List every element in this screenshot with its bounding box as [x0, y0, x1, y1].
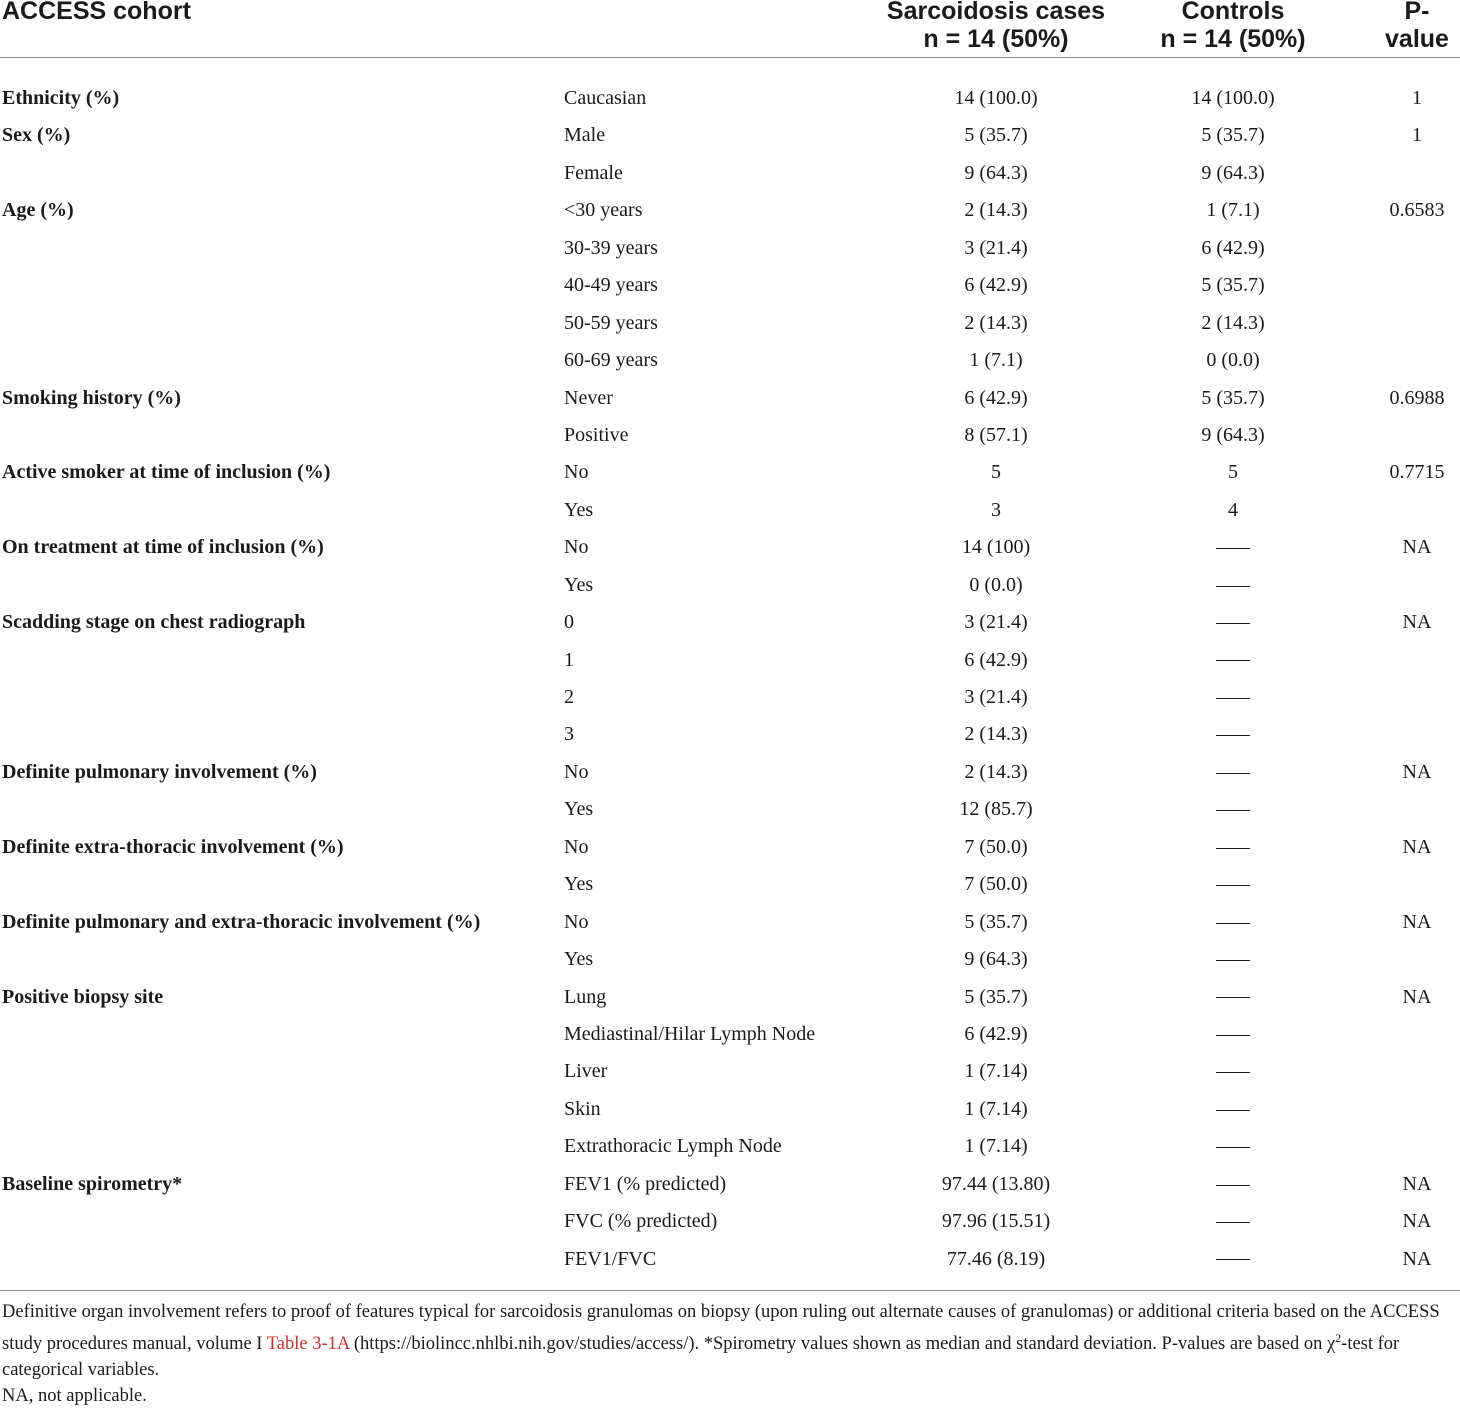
row-cases: 1 (7.14) [964, 1060, 1028, 1083]
row-controls [1083, 1166, 1383, 1203]
dash-mark [1216, 735, 1250, 736]
header-controls-title: Controls [1181, 0, 1285, 25]
row-cases: 3 (21.4) [964, 236, 1028, 259]
row-label: Baseline spirometry* [2, 1172, 183, 1195]
dash-mark [1216, 773, 1250, 774]
row-cases: 1 (7.14) [964, 1097, 1028, 1120]
row-cases: 77.46 (8.19) [946, 1247, 1046, 1270]
table-row [0, 1016, 1460, 1053]
row-pvalue: NA [1402, 611, 1432, 634]
row-controls: 5 (35.7) [1201, 124, 1265, 147]
row-pvalue: NA [1402, 985, 1432, 1008]
table-row [0, 305, 1460, 342]
row-category: No [564, 760, 589, 783]
header-rule [0, 57, 1460, 58]
row-cases: 9 (64.3) [964, 161, 1028, 184]
table-body [0, 80, 1460, 1278]
table-row [0, 642, 1460, 679]
row-pvalue: 0.7715 [1389, 461, 1445, 484]
row-cases: 6 (42.9) [964, 648, 1028, 671]
row-pvalue: NA [1402, 835, 1432, 858]
row-category: 0 [564, 611, 574, 634]
row-category: No [564, 461, 589, 484]
row-pvalue: NA [1402, 1247, 1432, 1270]
dash-mark [1216, 923, 1250, 924]
table-row [0, 904, 1460, 941]
row-cases: 5 (35.7) [964, 124, 1028, 147]
row-category: No [564, 910, 589, 933]
row-category: FVC (% predicted) [564, 1210, 718, 1233]
row-controls: 9 (64.3) [1201, 161, 1265, 184]
table-footnote [2, 1299, 1458, 1409]
row-category: Lung [564, 985, 607, 1008]
dash-mark [1216, 1222, 1250, 1223]
chi-symbol: χ [1326, 1334, 1336, 1355]
table-row [0, 716, 1460, 753]
row-controls [1083, 604, 1383, 641]
dash-mark [1216, 1259, 1250, 1260]
table-row [0, 117, 1460, 154]
row-cases: 12 (85.7) [959, 798, 1033, 821]
dash-mark [1216, 1072, 1250, 1073]
dash-mark [1216, 810, 1250, 811]
row-category: Skin [564, 1097, 601, 1120]
dash-mark [1216, 1110, 1250, 1111]
row-controls [1083, 679, 1383, 716]
row-cases: 1 (7.1) [969, 349, 1023, 372]
row-cases: 6 (42.9) [964, 274, 1028, 297]
row-cases: 2 (14.3) [964, 311, 1028, 334]
table-row [0, 754, 1460, 791]
row-category: No [564, 536, 589, 559]
row-category: Caucasian [564, 87, 647, 109]
row-cases: 6 (42.9) [964, 1022, 1028, 1045]
row-cases: 14 (100) [961, 536, 1031, 559]
row-category: Yes [564, 498, 594, 521]
row-category: Never [564, 386, 613, 409]
row-cases: 7 (50.0) [964, 835, 1028, 858]
table-row [0, 529, 1460, 566]
table-row [0, 342, 1460, 379]
row-category: Mediastinal/Hilar Lymph Node [564, 1022, 816, 1045]
footer-rule [0, 1290, 1460, 1291]
row-controls [1083, 1241, 1383, 1278]
row-category: 1 [564, 648, 574, 671]
row-controls [1083, 1203, 1383, 1240]
row-cases: 3 [991, 498, 1001, 521]
table-row [0, 192, 1460, 229]
row-label: Ethnicity (%) [2, 87, 120, 109]
row-cases: 8 (57.1) [964, 423, 1028, 446]
chi-superscript: 2 [1335, 1331, 1342, 1345]
dash-mark [1216, 1185, 1250, 1186]
row-controls: 1 (7.1) [1206, 199, 1260, 222]
row-controls [1083, 1016, 1383, 1053]
dash-mark [1216, 960, 1250, 961]
row-controls: 6 (42.9) [1201, 236, 1265, 259]
row-category: <30 years [564, 199, 643, 222]
dash-mark [1216, 1035, 1250, 1036]
dash-mark [1216, 885, 1250, 886]
table-row [0, 1053, 1460, 1090]
row-controls [1083, 642, 1383, 679]
row-label: Definite pulmonary and extra-thoracic involvement (%) [2, 910, 481, 933]
row-controls: 4 [1228, 498, 1238, 521]
row-category: No [564, 835, 589, 858]
table-row [0, 829, 1460, 866]
header-controls-n: n = 14 (50%) [1160, 25, 1306, 53]
table-row [0, 417, 1460, 454]
table-row [0, 80, 1460, 117]
row-controls [1083, 567, 1383, 604]
table-row [0, 1241, 1460, 1278]
row-controls [1083, 1128, 1383, 1165]
row-controls [1083, 754, 1383, 791]
row-controls: 5 (35.7) [1201, 274, 1265, 297]
row-controls: 5 [1228, 461, 1238, 484]
row-pvalue: NA [1402, 1210, 1432, 1233]
header-cohort: ACCESS cohort [2, 0, 191, 25]
row-category: 2 [564, 686, 574, 708]
row-label: Positive biopsy site [2, 985, 164, 1008]
row-controls [1083, 866, 1383, 903]
table-row [0, 1128, 1460, 1165]
row-cases: 1 (7.14) [964, 1135, 1028, 1158]
row-controls [1083, 979, 1383, 1016]
row-category: 50-59 years [564, 311, 658, 334]
row-pvalue: NA [1402, 1172, 1432, 1195]
row-cases: 97.44 (13.80) [941, 1172, 1051, 1195]
row-category: 3 [564, 723, 574, 746]
dash-mark [1216, 1147, 1250, 1148]
dash-mark [1216, 997, 1250, 998]
row-cases: 0 (0.0) [969, 573, 1023, 596]
row-pvalue: 1 [1412, 124, 1422, 147]
row-category: Positive [564, 423, 629, 446]
row-cases: 3 (21.4) [964, 686, 1028, 708]
table-row [0, 866, 1460, 903]
row-controls: 9 (64.3) [1201, 423, 1265, 446]
table-row [0, 1091, 1460, 1128]
row-cases: 5 [991, 461, 1001, 484]
row-category: Liver [564, 1060, 608, 1083]
row-controls [1083, 904, 1383, 941]
row-pvalue: 1 [1412, 87, 1422, 109]
row-cases: 2 (14.3) [964, 760, 1028, 783]
row-cases: 14 (100.0) [954, 87, 1038, 109]
header-controls [1083, 0, 1383, 53]
dash-mark [1216, 660, 1250, 661]
table-header [0, 0, 1460, 58]
dash-mark [1216, 848, 1250, 849]
row-controls [1083, 529, 1383, 566]
row-controls [1083, 1091, 1383, 1128]
table-row [0, 791, 1460, 828]
dash-mark [1216, 623, 1250, 624]
row-pvalue: 0.6583 [1389, 199, 1445, 222]
row-category: Male [564, 124, 606, 147]
row-label: On treatment at time of inclusion (%) [2, 536, 324, 559]
table-row [0, 155, 1460, 192]
row-controls [1083, 941, 1383, 978]
row-category: Extrathoracic Lymph Node [564, 1135, 782, 1158]
table-row [0, 1166, 1460, 1203]
row-cases: 9 (64.3) [964, 948, 1028, 971]
row-controls [1083, 716, 1383, 753]
row-category: FEV1 (% predicted) [564, 1172, 727, 1195]
row-cases: 6 (42.9) [964, 386, 1028, 409]
footnote-abbreviation: NA, not applicable. [2, 1386, 147, 1407]
header-cases-n: n = 14 (50%) [923, 25, 1069, 53]
row-label: Scadding stage on chest radiograph [2, 611, 306, 634]
table-row [0, 267, 1460, 304]
table-row [0, 604, 1460, 641]
table-row [0, 492, 1460, 529]
row-category: Female [564, 161, 623, 184]
row-category: Yes [564, 798, 594, 821]
row-pvalue: 0.6988 [1389, 386, 1445, 409]
row-pvalue: NA [1402, 536, 1432, 559]
row-cases: 5 (35.7) [964, 910, 1028, 933]
table-row [0, 454, 1460, 491]
row-cases: 2 (14.3) [964, 723, 1028, 746]
row-category: 30-39 years [564, 236, 658, 259]
row-cases: 3 (21.4) [964, 611, 1028, 634]
row-label: Definite extra-thoracic involvement (%) [2, 835, 344, 858]
row-label: Age (%) [2, 199, 74, 222]
row-label: Definite pulmonary involvement (%) [2, 760, 317, 783]
row-controls: 14 (100.0) [1191, 87, 1275, 109]
header-cases-title: Sarcoidosis cases [886, 0, 1106, 25]
header-pvalue: P-value [1385, 0, 1449, 53]
table-row [0, 679, 1460, 716]
row-controls [1083, 1053, 1383, 1090]
row-label: Active smoker at time of inclusion (%) [2, 461, 331, 484]
row-category: Yes [564, 873, 594, 896]
row-category: FEV1/FVC [564, 1247, 657, 1270]
footnote-main: Definitive organ involvement refers to proof of features typical for sarcoidosis granulomas on biopsy (upon ruling out alternate causes of granulomas) or additional criteria based on the ACCESS study procedures manual, volume I Table 3-1A (https://biolincc.nhlbi.nih.gov/studies/access/). *Spirometry values shown as median and standard deviation. P-values are based on $\chi^2$-test for categorical variables. [2, 1302, 1440, 1381]
row-category: 60-69 years [564, 349, 658, 372]
row-cases: 7 (50.0) [964, 873, 1028, 896]
dash-mark [1216, 586, 1250, 587]
row-pvalue: NA [1402, 910, 1432, 933]
row-label: Sex (%) [2, 124, 71, 147]
row-cases: 2 (14.3) [964, 199, 1028, 222]
dash-mark [1216, 548, 1250, 549]
table-row [0, 380, 1460, 417]
table-row [0, 230, 1460, 267]
table-row [0, 1203, 1460, 1240]
table-link[interactable]: Table 3-1A [266, 1334, 350, 1355]
row-controls: 2 (14.3) [1201, 311, 1265, 334]
row-cases: 5 (35.7) [964, 985, 1028, 1008]
row-label: Smoking history (%) [2, 386, 181, 409]
row-controls [1083, 791, 1383, 828]
row-pvalue: NA [1402, 760, 1432, 783]
dash-mark [1216, 698, 1250, 699]
row-category: 40-49 years [564, 274, 658, 297]
row-category: Yes [564, 948, 594, 971]
table-row [0, 941, 1460, 978]
table-row [0, 567, 1460, 604]
row-category: Yes [564, 573, 594, 596]
row-controls [1083, 829, 1383, 866]
row-cases: 97.96 (15.51) [941, 1210, 1051, 1233]
row-controls: 5 (35.7) [1201, 386, 1265, 409]
row-controls: 0 (0.0) [1206, 349, 1260, 372]
table-row [0, 979, 1460, 1016]
